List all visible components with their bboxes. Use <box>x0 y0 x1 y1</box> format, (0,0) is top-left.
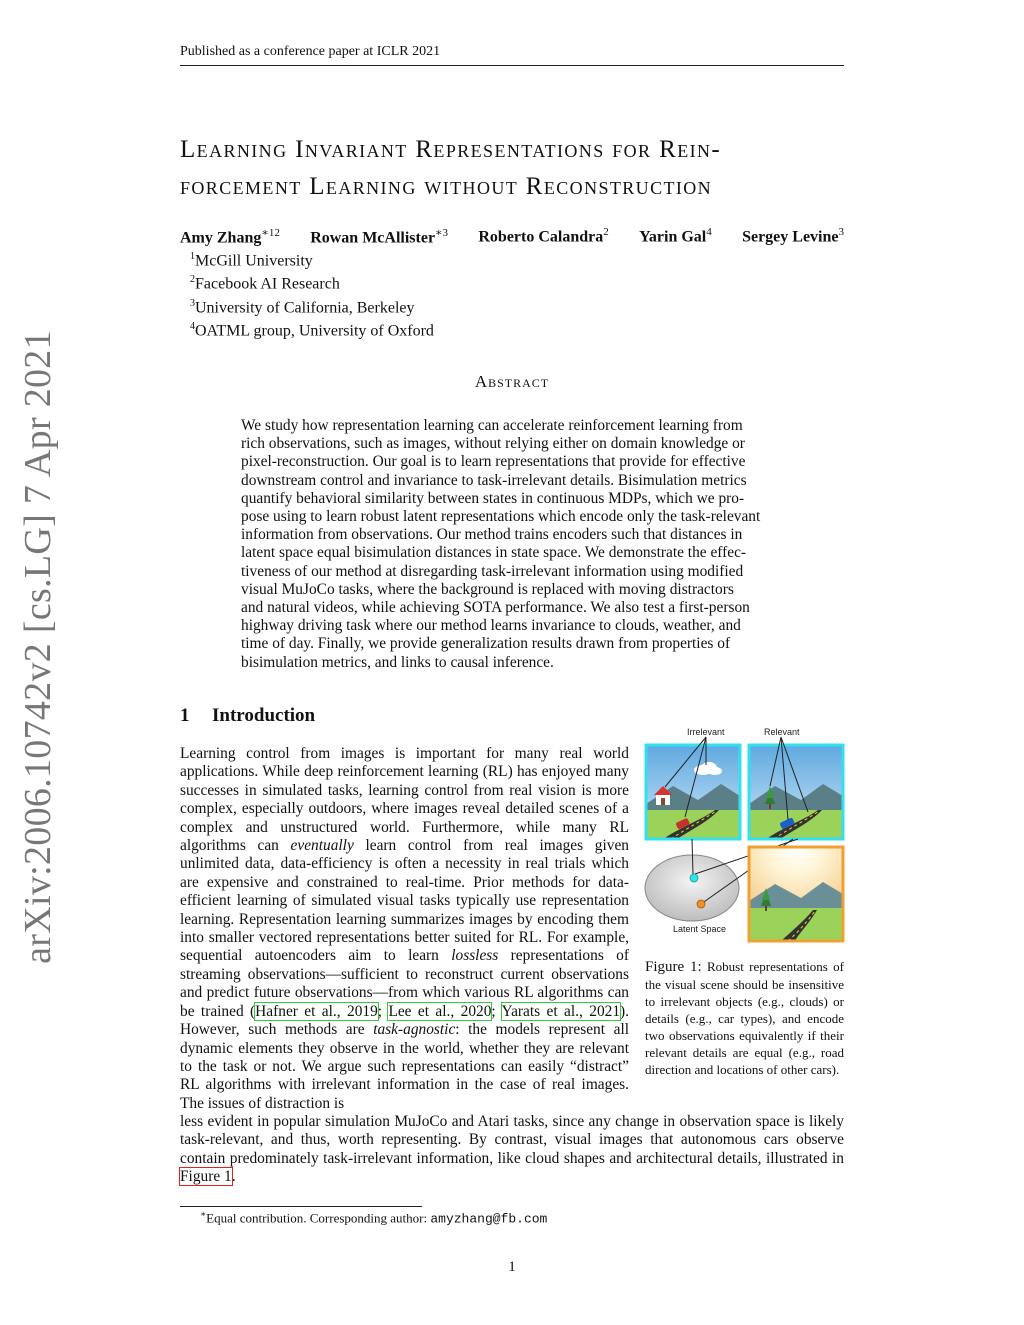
abstract-line: and natural videos, while achieving SOTA performance. We also test a first-person <box>241 599 750 617</box>
arxiv-identifier: arXiv:2006.10742v2 [cs.LG] 7 Apr 2021 <box>17 330 59 964</box>
abstract-line: tiveness of our method at disregarding task-irrelevant information using modified <box>241 562 744 580</box>
abstract-line: visual MuJoCo tasks, where the background is replaced with moving distractors <box>241 580 734 598</box>
scene-panel-orange <box>749 847 843 941</box>
abstract-line: time of day. Finally, we provide generalization results drawn from properties of <box>241 635 731 653</box>
label-relevant: Relevant <box>764 727 800 737</box>
footnote-rule <box>180 1206 422 1207</box>
scene-panel-relevant <box>749 745 843 839</box>
abstract-line: highway driving task where our method learns invariance to clouds, weather, and <box>241 617 741 635</box>
footnote: ∗Equal contribution. Corresponding author: amyzhang@fb.com <box>200 1209 548 1227</box>
citation-link[interactable]: Hafner et al., 2019 <box>255 1002 378 1020</box>
author-list <box>180 226 844 247</box>
label-irrelevant: Irrelevant <box>687 727 725 737</box>
arxiv-stamp <box>0 330 76 964</box>
affiliation-list <box>190 247 434 340</box>
label-latent-space: Latent Space <box>673 924 727 934</box>
abstract-line: information from observations. Our method trains encoders such that distances in <box>241 526 743 544</box>
paper-title <box>180 131 850 205</box>
intro-paragraph-continued: less evident in popular simulation MuJoCo and Atari tasks, since any change in observation space is likely task-relevant, and thus, worth representing. By contrast, visual images that autonomous cars observe contain predominately task-irrelevant information, like cloud shapes and architectural details, illustrated in Figure 1. <box>180 1113 844 1186</box>
page-number: 1 <box>508 1259 516 1275</box>
author-email: amyzhang@fb.com <box>430 1211 548 1227</box>
abstract-line: latent space equal bisimulation distances in state space. We demonstrate the effec- <box>241 544 747 562</box>
intro-paragraph: Learning control from images is important for many real world applications. While deep reinforcement learning (RL) has enjoyed many successes in simulated tasks, learning control from real vision is more complex, especially outdoors, where images reveal detailed scenes of a complex and unstructured world. Furthermore, while many RL algorithms can eventually learn control from real images given unlimited data, data-efficiency is often a necessity in real trials which are expensive and constrained to real-time. Prior methods for data-efficient learning of simulated visual tasks typically use representation learning. Representation learning summarizes images by encoding them into smaller vectored representations better suited for RL. For example, sequential autoencoders aim to learn lossless representations of streaming observations—sufficient to reconstruct current observations and predict future observations—from which various RL algorithms can be trained (Hafner et al., 2019; Lee et al., 2020; Yarats et al., 2021). However, such methods are task-agnostic: the models represent all dynamic elements they observe in the world, whether they are relevant to the task or not. We argue such representations can easily “distract” RL algorithms with irrelevant information in the case of real images. The issues of distraction is <box>180 745 630 1112</box>
scene-panel-irrelevant <box>646 745 740 839</box>
citation-link[interactable]: Yarats et al., 2021 <box>501 1002 621 1020</box>
abstract-line: bisimulation metrics, and links to causal inference. <box>241 653 554 671</box>
affiliation: $^3$University of California, Berkeley <box>190 297 415 316</box>
author: Amy Zhang$^{∗12}$ <box>180 227 280 247</box>
abstract-line: rich observations, such as images, without relying either on domain knowledge or <box>241 435 745 453</box>
caption-text: Robust representations of the visual scene should be insensitive to irrelevant objects (e.g., clouds) or details (e.g., car types), and encode two observations equivalently if their relevant details are equal (e.g., road direction and locations of other cars). <box>645 959 844 1077</box>
figure-1-illustration <box>643 726 846 944</box>
figure-1 <box>643 726 846 944</box>
section-number: 1 <box>180 705 190 726</box>
title-line-1: Learning Invariant Representations for Rein- <box>180 136 722 163</box>
author: Sergey Levine$^3$ <box>742 226 844 246</box>
title-line-2: forcement Learning without Reconstruction <box>180 173 713 200</box>
affiliation: $^2$Facebook AI Research <box>190 274 340 293</box>
abstract-line: pose using to learn robust latent representations which encode only the task-relevant <box>241 508 761 526</box>
author: Yarin Gal$^4$ <box>639 226 712 246</box>
section-title: Introduction <box>212 705 316 726</box>
author: Rowan McAllister$^{∗3}$ <box>310 227 449 247</box>
figure-1-caption <box>645 958 844 1078</box>
citation-link[interactable]: Lee et al., 2020 <box>388 1002 492 1020</box>
abstract-line: downstream control and invariance to task-irrelevant details. Bisimulation metrics <box>241 471 747 489</box>
author: Roberto Calandra$^2$ <box>478 226 609 246</box>
abstract-body <box>241 417 784 672</box>
running-header: Published as a conference paper at ICLR 2021 <box>180 44 844 66</box>
section-heading-introduction <box>180 705 315 727</box>
caption-label: Figure 1: <box>645 959 702 975</box>
abstract-line: quantify behavioral similarity between states in continuous MDPs, which we pro- <box>241 489 745 507</box>
affiliation: $^1$McGill University <box>190 251 313 270</box>
abstract-line: pixel-reconstruction. Our goal is to learn representations that provide for effective <box>241 453 746 471</box>
figure-reference-link[interactable]: Figure 1 <box>180 1168 232 1186</box>
abstract-line: We study how representation learning can accelerate reinforcement learning from <box>241 417 743 434</box>
abstract-heading: Abstract <box>474 372 550 391</box>
affiliation: $^4$OATML group, University of Oxford <box>190 320 434 340</box>
